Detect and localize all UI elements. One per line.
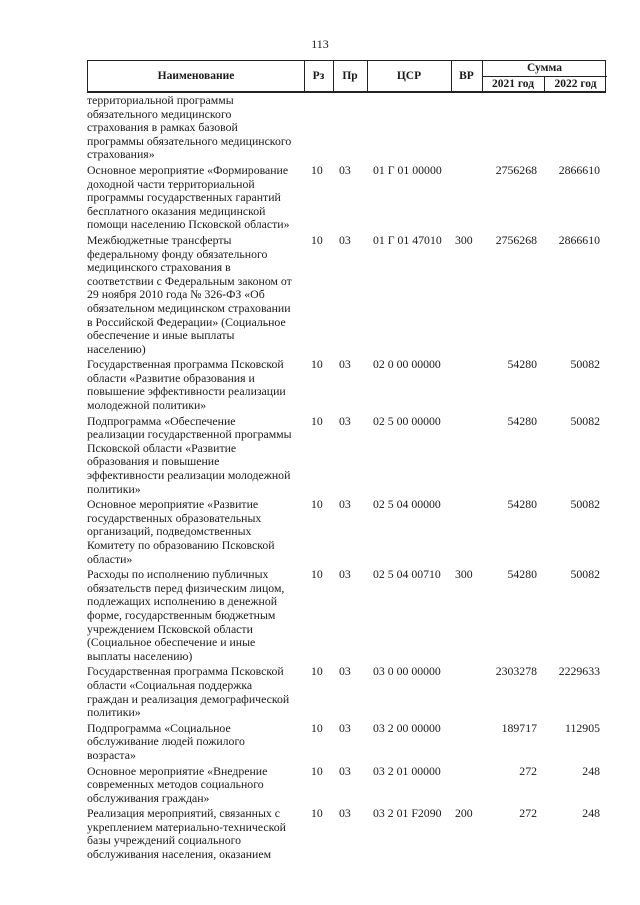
row-pr: 03: [339, 720, 351, 735]
row-pr: 03: [339, 413, 351, 428]
row-pr: 03: [339, 567, 351, 582]
row-name: Государственная программа Псковской области «Социальная поддержка граждан и реализация демографической политики»: [87, 664, 290, 720]
row-sum-2022: 2866610: [558, 162, 600, 177]
row-sum-2022: 2229633: [558, 664, 600, 679]
table-row: [87, 94, 606, 162]
row-pr: 03: [339, 162, 351, 177]
row-rz: 10: [311, 232, 323, 247]
header-year-2021: 2021 год: [482, 76, 545, 91]
row-sum-2021: 54280: [507, 413, 537, 428]
row-name: Государственная программа Псковской области «Развитие образования и повышение эффективности реализации молодежной политики»: [87, 357, 286, 413]
row-sum-2021: 189717: [501, 720, 537, 735]
row-pr: 03: [339, 357, 351, 372]
row-csr: 03 2 01 00000: [373, 763, 441, 778]
table-row: [87, 722, 606, 763]
row-rz: 10: [311, 162, 323, 177]
row-vr: 300: [455, 567, 473, 582]
row-sum-2022: 50082: [570, 567, 600, 582]
row-csr: 02 5 04 00710: [373, 567, 441, 582]
table-row: [87, 358, 606, 412]
row-pr: 03: [339, 664, 351, 679]
row-pr: 03: [339, 497, 351, 512]
row-sum-2022: 248: [582, 806, 600, 821]
row-sum-2021: 2756268: [495, 232, 537, 247]
table-row: [87, 807, 606, 861]
table-row: [87, 415, 606, 497]
row-rz: 10: [311, 497, 323, 512]
header-pr: Пр: [333, 61, 368, 91]
row-rz: 10: [311, 567, 323, 582]
row-sum-2021: 2303278: [495, 664, 537, 679]
row-csr: 01 Г 01 00000: [373, 162, 442, 177]
row-sum-2021: 54280: [507, 357, 537, 372]
row-rz: 10: [311, 720, 323, 735]
row-name: Реализация мероприятий, связанных с укреплением материально-технической базы учреждений социального обслуживания населения, оказанием: [87, 806, 286, 862]
row-rz: 10: [311, 806, 323, 821]
row-rz: 10: [311, 664, 323, 679]
row-sum-2021: 2756268: [495, 162, 537, 177]
table-row: [87, 498, 606, 566]
row-csr: 01 Г 01 47010: [373, 232, 442, 247]
row-rz: 10: [311, 763, 323, 778]
row-csr: 02 5 04 00000: [373, 497, 441, 512]
header-name: Наименование: [88, 61, 305, 91]
row-sum-2021: 54280: [507, 497, 537, 512]
row-name: Подпрограмма «Обеспечение реализации государственной программы Псковской области «Развитие образования и повышение эффективности реализации молодежной политики»: [87, 413, 292, 496]
row-pr: 03: [339, 232, 351, 247]
row-csr: 02 0 00 00000: [373, 357, 441, 372]
row-pr: 03: [339, 763, 351, 778]
table-row: [87, 164, 606, 232]
page-number: 113: [311, 37, 329, 51]
table-body: [87, 94, 606, 862]
row-csr: 03 2 00 00000: [373, 720, 441, 735]
row-sum-2022: 248: [582, 763, 600, 778]
header-rz: Рз: [304, 61, 334, 91]
row-sum-2022: 50082: [570, 413, 600, 428]
row-name: Межбюджетные трансферты федеральному фонду обязательного медицинского страхования в соответствии с Федеральным законом от 29 ноября 2010 года № 326-ФЗ «Об обязательном медицинском страховании в Российской Федерации» (Социальное обеспечение и иные выплаты населению): [87, 232, 292, 356]
row-sum-2022: 50082: [570, 497, 600, 512]
table-header: [87, 60, 606, 93]
table-row: [87, 765, 606, 806]
header-sum-group: [482, 61, 607, 91]
row-name: территориальной программы обязательного медицинского страхования в рамках базовой программы обязательного медицинского страхования»: [87, 93, 292, 162]
row-rz: 10: [311, 413, 323, 428]
row-name: Основное мероприятие «Внедрение современных методов социального обслуживания граждан»: [87, 763, 268, 805]
table-row: [87, 665, 606, 719]
row-vr: 200: [455, 806, 473, 821]
row-csr: 02 5 00 00000: [373, 413, 441, 428]
row-sum-2022: 2866610: [558, 232, 600, 247]
header-vr: ВР: [451, 61, 483, 91]
row-pr: 03: [339, 806, 351, 821]
row-sum-2021: 54280: [507, 567, 537, 582]
table-row: [87, 234, 606, 356]
row-name: Основное мероприятие «Развитие государственных образовательных организаций, подведомственных Комитету по образованию Псковской области»: [87, 497, 275, 566]
row-csr: 03 0 00 00000: [373, 664, 441, 679]
row-sum-2021: 272: [519, 763, 537, 778]
row-rz: 10: [311, 357, 323, 372]
header-year-2022: 2022 год: [554, 78, 597, 90]
row-sum-2022: 50082: [570, 357, 600, 372]
row-name: Основное мероприятие «Формирование доходной части территориальной программы государственных гарантий бесплатного оказания медицинской помощи населению Псковской области»: [87, 162, 290, 232]
header-sum: Сумма: [482, 61, 607, 77]
row-csr: 03 2 01 F2090: [373, 806, 442, 821]
header-csr: ЦСР: [367, 61, 452, 91]
row-sum-2022: 112905: [565, 720, 600, 735]
row-name: Расходы по исполнению публичных обязательств перед физическим лицом, подлежащих исполнению в денежной форме, государственным бюджетным учреждением Псковской области (Социальное обеспечение и иные выплаты населению): [87, 567, 285, 663]
table-row: [87, 568, 606, 663]
row-sum-2021: 272: [519, 806, 537, 821]
row-name: Подпрограмма «Социальное обслуживание людей пожилого возраста»: [87, 720, 245, 762]
row-vr: 300: [455, 232, 473, 247]
